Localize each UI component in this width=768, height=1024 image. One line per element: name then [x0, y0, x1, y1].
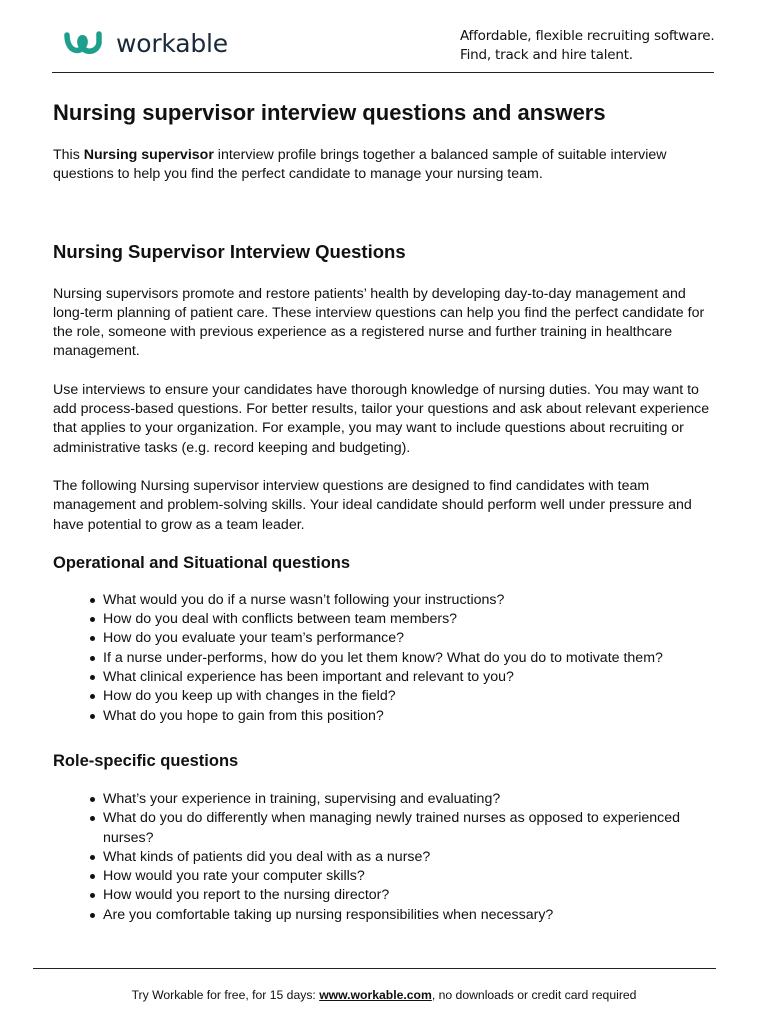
role-specific-heading: Role-specific questions: [53, 751, 239, 770]
operational-heading: Operational and Situational questions: [53, 553, 351, 572]
list-item: What’s your experience in training, supervising and evaluating?: [53, 790, 717, 809]
page-title: Nursing supervisor interview questions and answers: [53, 100, 606, 125]
list-item: What would you do if a nurse wasn’t following your instructions?: [53, 591, 717, 610]
list-item: Are you comfortable taking up nursing responsibilities when necessary?: [53, 906, 717, 925]
intro-bold-role: Nursing supervisor: [83, 147, 214, 163]
intro-prefix: This: [53, 147, 84, 163]
footer-prefix: Try Workable for free, for 15 days:: [131, 988, 320, 1002]
list-item: How do you deal with conflicts between team members?: [53, 610, 717, 629]
list-item: How do you evaluate your team’s performance?: [53, 629, 717, 648]
workable-logo[interactable]: [64, 28, 228, 60]
intro-suffix: interview profile brings together a balanced sample of suitable interview questions to help you find the perfect candidate to manage your nursing team.: [53, 147, 667, 183]
page-header: [0, 0, 768, 72]
footer-divider: [33, 968, 716, 969]
workable-logo-icon: [64, 28, 110, 60]
list-item: What kinds of patients did you deal with as a nurse?: [53, 848, 717, 867]
document-body: [53, 98, 717, 925]
operational-questions-list: [53, 591, 717, 726]
section-paragraph-2: Use interviews to ensure your candidates have thorough knowledge of nursing duties. You may want to add process-based questions. For better results, tailor your questions and ask about relevant experience that applies to your organization. For example, you may want to include questions about recruiting or administrative tasks (e.g. record keeping and budgeting).: [53, 381, 710, 456]
list-item: How would you rate your computer skills?: [53, 867, 717, 886]
list-item: What do you hope to gain from this position?: [53, 707, 717, 726]
header-divider: [52, 72, 714, 73]
footer-suffix: , no downloads or credit card required: [431, 988, 637, 1002]
tagline-line-2: Find, track and hire talent.: [460, 47, 633, 63]
list-item: If a nurse under-performs, how do you let them know? What do you do to motivate them?: [53, 649, 717, 668]
role-specific-questions-list: [53, 790, 717, 925]
intro-paragraph: [53, 146, 717, 185]
section-paragraph-1: Nursing supervisors promote and restore patients’ health by developing day-to-day management and long-term planning of patient care. These interview questions can help you find the perfect candidate for the role, someone with previous experience as a registered nurse and further training in healthcare management.: [53, 285, 705, 360]
page-footer: [0, 987, 768, 1003]
logo-wordmark: workable: [116, 29, 228, 58]
list-item: What clinical experience has been important and relevant to you?: [53, 668, 717, 687]
list-item: How do you keep up with changes in the field?: [53, 687, 717, 706]
tagline-line-1: Affordable, flexible recruiting software.: [460, 28, 715, 44]
workable-website-link[interactable]: www.workable.com: [319, 988, 432, 1002]
section-paragraph-3: The following Nursing supervisor interview questions are designed to find candidates with team management and problem-solving skills. Your ideal candidate should perform well under pressure and have potential to grow as a team leader.: [53, 477, 692, 533]
list-item: What do you do differently when managing newly trained nurses as opposed to experienced nurses?: [53, 809, 717, 848]
header-tagline: [460, 27, 714, 65]
section-heading: Nursing Supervisor Interview Questions: [53, 240, 406, 262]
list-item: How would you report to the nursing director?: [53, 886, 717, 905]
